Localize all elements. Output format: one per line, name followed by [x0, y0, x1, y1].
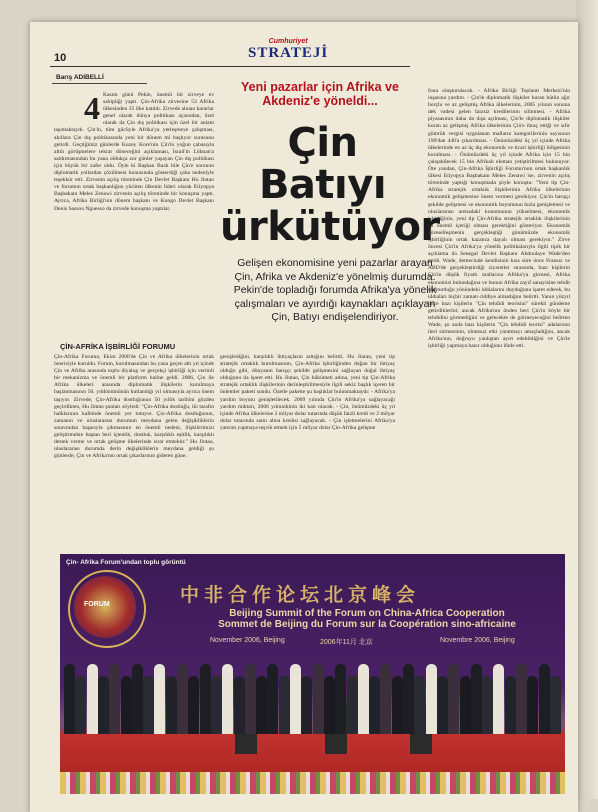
flower-arrangement: [60, 772, 565, 794]
masthead-small: Cumhuriyet: [268, 38, 308, 45]
delegate-figure: [279, 676, 290, 734]
delegate-figure: [493, 664, 504, 734]
delegate-figure: [177, 664, 188, 734]
lead-text: Kasım günü Pekin, önemli bir zirveye ev sahipliği yaptı. Çin-Afrika zirvesine 53 Afrika ülkesinden 35 ilke katıldı. Zirvede alınan kararlar genel olarak dünya politikası açısından, özel olarak da Çin dış politikası için özel bir anlam taşımaktaydı. Çin'in, tüm gücüyle Afrika'ya yerleşmeye çalışması, akıllara Çin dış politikasında yeni bir dönem mi başlıyor sorusunu getirdi. Geçtiğimiz günlerde Kuzey Kore'nin Çin'in yoğun çabasıyla altılı görüşmelere tekrar döneceğini açıklaması, İsrail'in Lübnan'a saldırmasından bu yana oldukça zor günler yaşayan Çin dış politikası için büyük bir zafer oldu. Öyle ki Başkan Bush bile Çin'e sorunun diplomatik yollardan çözülmesi konusunda gösterdiği çaba nedeniyle teşekkür etti. Zirvenin açılış töreninde Çin Devlet Başkanı Hu Jintao ve forumun ortak başkanlığını yürüten ülkenin lideri olarak Etiyopya Başbakanı Meles Zenawi zirvenin açılış töreninde bir konuşma yaptı. Ayrıca, Afrika Birliği'nin dönem başkanı ve Kongo Devlet Başkanı Denis Sassou Nguesso da zirvede konuşma yaptılar.: [54, 92, 214, 212]
delegate-figure: [324, 676, 335, 734]
article-headline: [220, 120, 440, 250]
byline-rule: [52, 83, 147, 84]
lead-paragraph: [54, 92, 214, 337]
banner-date-mid: 2006年11月 北京: [320, 639, 373, 646]
delegate-figure: [290, 664, 301, 734]
forum-logo-text: FORUM: [84, 601, 110, 608]
delegate-figure: [369, 676, 380, 734]
delegate-figure: [75, 676, 86, 734]
banner-chinese: 中非合作论坛北京峰会: [180, 584, 421, 606]
headline-line-3: ürkütüyor: [220, 204, 440, 250]
delegate-figure: [550, 676, 561, 734]
delegate-figure: [426, 664, 437, 734]
delegate-figure: [358, 664, 369, 734]
delegate-figure: [471, 664, 482, 734]
delegate-figure: [414, 676, 425, 734]
body-column-2: genişlediğini, karşılıklı ihtiyaçların arttığını belirtti. Hu Jintao, yeni tip stratejik ortaklık kurulmasının, Çin-Afrika işbirliğinden doğan bir ihtiyaç olduğu gibi, dünyanın barışçı şekilde gelişmesini sağlayan doğal ihtiyaç olduğunu da işaret etti. Hu Jintao, Çin hükümeti adına, yeni tip Çin-Afrika stratejik ortaklık ilişkilerinin derinleştirilmesiyle ilgili sekiz başlık içeren bir önlemler paketi sundu. Özetle pakette şu başlıklar bulunmaktaydı: - Afrika'ya yardım boyutu genişletilecek. 2009 yılında Çin'in Afrika'ya sağlayacağı yardım miktarı, 2006 yılınınkinin iki katı olacak. - Çin, önümüzdeki üç yıl içinde Afrika ülkelerine 3 milyar dolar tutarında düşük faizli kredi ve 2 milyar dolar tutarında satın alma kredisi sağlayacak. - Çin işletmelerini Afrika'ya yatırım yapmaya teşvik etmek için 5 milyar dolar Çin-Afrika gelişme: [220, 354, 395, 431]
delegate-figure: [301, 676, 312, 734]
delegate-figure: [392, 676, 403, 734]
delegate-figure: [222, 664, 233, 734]
headline-line-1: Çin: [287, 120, 358, 166]
delegate-figure: [109, 664, 120, 734]
delegate-figure: [335, 664, 346, 734]
masthead: [248, 38, 328, 61]
photo-caption: Çin- Afrika Forum'undan toplu görüntü: [66, 559, 186, 566]
delegate-figure: [234, 676, 245, 734]
banner-english-line: Beijing Summit of the Forum on China-Africa Cooperation: [229, 608, 505, 619]
delegate-figure: [482, 676, 493, 734]
delegate-figure: [403, 664, 414, 734]
delegate-figure: [98, 676, 109, 734]
masthead-title: STRATEJİ: [248, 45, 329, 61]
delegate-figure: [516, 664, 527, 734]
article-deck: Gelişen ekonomisine yeni pazarlar arayan Çin, Afrika ve Akdeniz'e yönelmiş durumda. Pekin'de topladığı forumda Afrika'ya yönelik çalışmaları ve ayırdığı kaynakları açıklayan Çin, Batıyı endişelendiriyor.: [233, 257, 437, 323]
delegate-figure: [154, 664, 165, 734]
delegate-figure: [347, 676, 358, 734]
delegate-figure: [380, 664, 391, 734]
body-column-1: Çin-Afrika Forumu, Ekim 2000'de Çin ve Afrika ülkelerinin ortak önerisiyle kuruldu. Forum, kurulmasından bu yana geçen altı yıl içinde Çin ve Afrika arasında toplu diyalog ve gerçekçi işbirliği için verimli bir mekanizma ve önemli bir platform haline geldi. 2006, Çin ile Afrika ülkeleri arasında diplomatik ilişkilerin kurulmaya başlanmasının 50. yıldönümünün kutlandığı yıl olmasıyla ayrıca önem taşıyor. Zirvede, Çin-Afrika dostluğunun 50 yıllık tarihini gözden geçirdikten, Hu Jintao şunları söyledi: "Çin-Afrika dostluğu, iki tarafın halklarının kalbinde önemli yer tutuyor. Çin-Afrika dostluğunun, zamanın ve uluslararası durumun meydana gelen değişikliklerin sınavından başarıyla çıkmasının en önemli nedeni, ilişkilerimizi geliştirmekte baştan beri içtenlik, dostluk, karşılıklı eşitlik, karşılıklı destek verme ve ortak gelişme ilkelerinde ısrar etmektir." Hu Jintao, uluslararası durumda derin değişikliklerin meydana geldiği şu günlerde, Çin ve Afrika'nın ortak çıkarlarının gideren güne.: [54, 354, 214, 460]
header-rule: [50, 66, 410, 67]
headline-line-2: Batıyı: [258, 162, 387, 208]
delegate-figure: [143, 676, 154, 734]
delegate-figure: [132, 664, 143, 734]
page-number: 10: [54, 52, 67, 64]
newspaper-page: [30, 22, 578, 812]
delegate-figure: [200, 664, 211, 734]
delegate-figure: [245, 664, 256, 734]
delegate-figure: [460, 676, 471, 734]
delegate-figure: [87, 664, 98, 734]
banner-french-line: Sommet de Beijing du Forum sur la Coopération sino-africaine: [218, 619, 516, 630]
delegate-figure: [256, 676, 267, 734]
delegate-figure: [437, 676, 448, 734]
banner-date-left: November 2006, Beijing: [210, 637, 285, 644]
delegate-figure: [527, 676, 538, 734]
delegates-crowd: [60, 649, 565, 734]
delegate-figure: [313, 664, 324, 734]
body-column-3: fonu oluşturulacak. - Afrika Birliği Toplantı Merkezi'nin inşasına yardım. - Çin'le diplomatik ilişkiler kuran bütün ağır borçlu ve az gelişmiş Afrika ülkelerinin, 2005 yılının sonuna dek vadesi gelen faizsiz kredilerinin silinmesi. - Afrika piyasasının daha da dışa açılması, Çin'le diplomatik ilişkiler kuran az gelişmiş Afrika ülkelerinin Çin'e ihraç ettiği ve sıfır gümrük vergisi uygulanan malların kategorilerinin sayısının 190'dan 440'a çıkarılması. - Önümüzdeki üç yıl içinde Afrika ülkelerinde en az üç dış ekonomik ve ticari işbirliği bölgesinin kurulması. - Önümüzdeki üç yıl içinde Afrika için 15 bin çalışabilecek 15 bin Afrikalı eleman yetiştirilmesi bulunuyor. Öte yandan, Çin-Afrika İşbirliği Forumu'nun ortak başkanlık ülkesi Etiyopya Başbakanı Meles Zenawi ise, zirvenin açılış töreninde yaptığı konuşmada şöyle konuştu: "Yeni tip Çin-Afrika stratejik ortaklık ilişkilerinin Afrika ülkelerinin ekonomik gelişmesine önem vermesi gerekiyor. Çin'in barışçı şekilde gelişmesi ve ekonomik boyutunun hızla genişlemesi ve uluslararası arenadaki konumunun yükselmesi, ekonomik işbirliğinin, yeni tip Çin-Afrika stratejik ortaklık ilişkilerinin en önemli içeriği olması gerektiğini gösteriyor. Ekonomik küreselleşmenin gerçekleştiği günümüzde ekonomik işbirliğinin ortak kazanca dayalı olması gerekiyor." Zirve öncesi Çin'in Afrika'ya yönelik politikalarıyla ilgili tipik bir açıklama da Senegal Devlet Başkanı Abdoulaye Wade'den geldi. Wade, demecinde kendisinin kısa süre önce Fransız ve ABD'de gerçekleştirdiği ziyaretler sırasında, bazı kişilerin Çin'in düşük fiyatlı mallarına Afrika'ya girmesi, Afrika ekonomisi bulundağına ve bunun Afrika zayıf sanayisine tehdit oluşturduğu yönündeki iddialarını duyduğunu işaret ederek, bu iddiaları hiçbir zaman ciddiye almadığını belirtti. Yanın yüzyıl önce bazı kişilerin "Çin tehdidi teorisini" sürekli gündeme getirdiklerini; ancak Afrika'nın önden beri Çin'in böyle bir tehdidini görmediğini ve gelecekte de görmeyeceğini belirten Wade, şu anda bazı kişilerin "Çin tehdidi teorisi" adalarının ileri sürmesinin, olumsuz etki yaratmayı amaçladığını, ancak Afrika'nın, doğruyu yanlıştan ayırt edebildiğini ve Çin'le işbirliği yapmaya hazır olduğunu ifade etti.: [428, 88, 570, 350]
delegate-figure: [64, 664, 75, 734]
author-byline: Barış ADIBELLİ: [56, 74, 104, 81]
delegate-figure: [505, 676, 516, 734]
article-kicker: Yeni pazarlar için Afrika ve Akdeniz'e yöneldi...: [241, 80, 399, 108]
section-subhead: ÇİN-AFRİKA İŞBİRLİĞİ FORUMU: [60, 342, 176, 351]
delegate-figure: [188, 676, 199, 734]
delegate-figure: [448, 664, 459, 734]
banner-date-right: Novembre 2006, Beijing: [440, 637, 515, 644]
delegate-figure: [166, 676, 177, 734]
summit-photo: [60, 554, 565, 794]
drop-cap: 4: [84, 92, 100, 126]
banner-english: [172, 608, 562, 630]
delegate-figure: [267, 664, 278, 734]
delegate-figure: [121, 676, 132, 734]
delegate-figure: [211, 676, 222, 734]
next-page-edge: [576, 0, 598, 799]
delegate-figure: [539, 664, 550, 734]
